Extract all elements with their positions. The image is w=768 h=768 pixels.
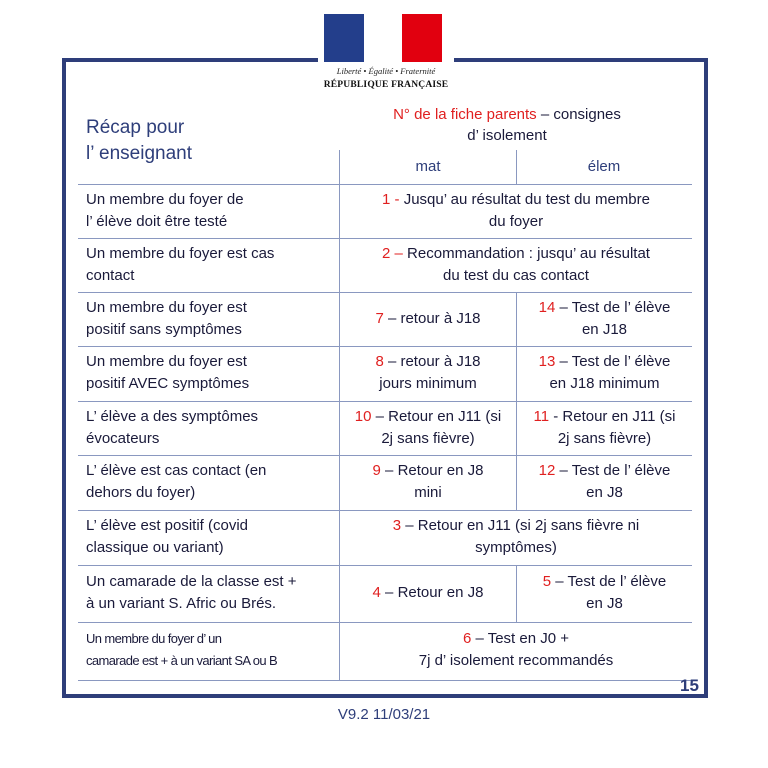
row-instruction: 2 – Recommandation : jusqu’ au résultat du test du cas contact [382,245,650,284]
row-label: Un membre du foyer est cas contact [86,245,275,284]
header-fiche: N° de la fiche parents [393,106,537,123]
row-label: Un camarade de la classe est + à un variant S. Afric ou Brés. [86,573,297,612]
elem-instruction: 5 – Test de l’ élève en J8 [542,573,667,612]
elem-instruction: 13 – Test de l’ élève en J18 minimum [538,353,671,392]
grid-line [78,401,692,402]
grid-line [78,292,692,293]
row-label: Un membre du foyer de l’ élève doit être testé [86,191,244,230]
elem-instruction: 14 – Test de l’ élève en J18 [538,299,671,338]
grid-line [78,622,692,623]
page-title: Récap pour l’ enseignant [86,117,192,164]
page-number: 15 [680,676,699,695]
grid-line [78,184,692,185]
column-header-mat: mat [415,158,441,175]
mat-instruction: 10 – Retour en J11 (si 2j sans fièvre) [354,408,502,447]
row-label: L’ élève est cas contact (en dehors du foyer) [86,462,267,501]
row-label: Un membre du foyer est positif AVEC symptômes [86,353,250,392]
row-label: L’ élève a des symptômes évocateurs [86,408,259,447]
grid-line [516,150,517,184]
grid-line [78,346,692,347]
row-instruction: 6 – Test en J0 + 7j d’ isolement recommandés [418,630,614,669]
table-header: N° de la fiche parents – consignes d’ isolement [393,106,621,144]
mat-instruction: 4 – Retour en J8 [372,584,484,601]
version-label: V9.2 11/03/21 [337,706,431,723]
mat-instruction: 9 – Retour en J8 mini [372,462,484,501]
logo-republic: RÉPUBLIQUE FRANÇAISE [323,80,449,90]
grid-line [78,565,692,566]
grid-line [78,510,692,511]
mat-instruction: 8 – retour à J18 jours minimum [375,353,481,392]
grid-line [78,455,692,456]
row-instruction: 1 - Jusqu’ au résultat du test du membre du foyer [382,191,650,230]
elem-instruction: 11 - Retour en J11 (si 2j sans fièvre) [533,408,676,447]
row-label: L’ élève est positif (covid classique ou variant) [86,517,249,556]
column-header-elem: élem [587,158,621,175]
marianne-flag-icon [324,14,442,62]
grid-line [78,680,692,681]
republique-francaise-logo [318,10,454,102]
row-label: Un membre du foyer d’ un camarade est + à un variant SA ou B [86,631,278,668]
mat-instruction: 7 – retour à J18 [375,310,481,327]
elem-instruction: 12 – Test de l’ élève en J8 [538,462,671,501]
row-label: Un membre du foyer est positif sans symptômes [86,299,247,338]
logo-motto: Liberté • Égalité • Fraternité [336,66,436,76]
grid-line [78,238,692,239]
row-instruction: 3 – Retour en J11 (si 2j sans fièvre ni symptômes) [392,517,640,556]
